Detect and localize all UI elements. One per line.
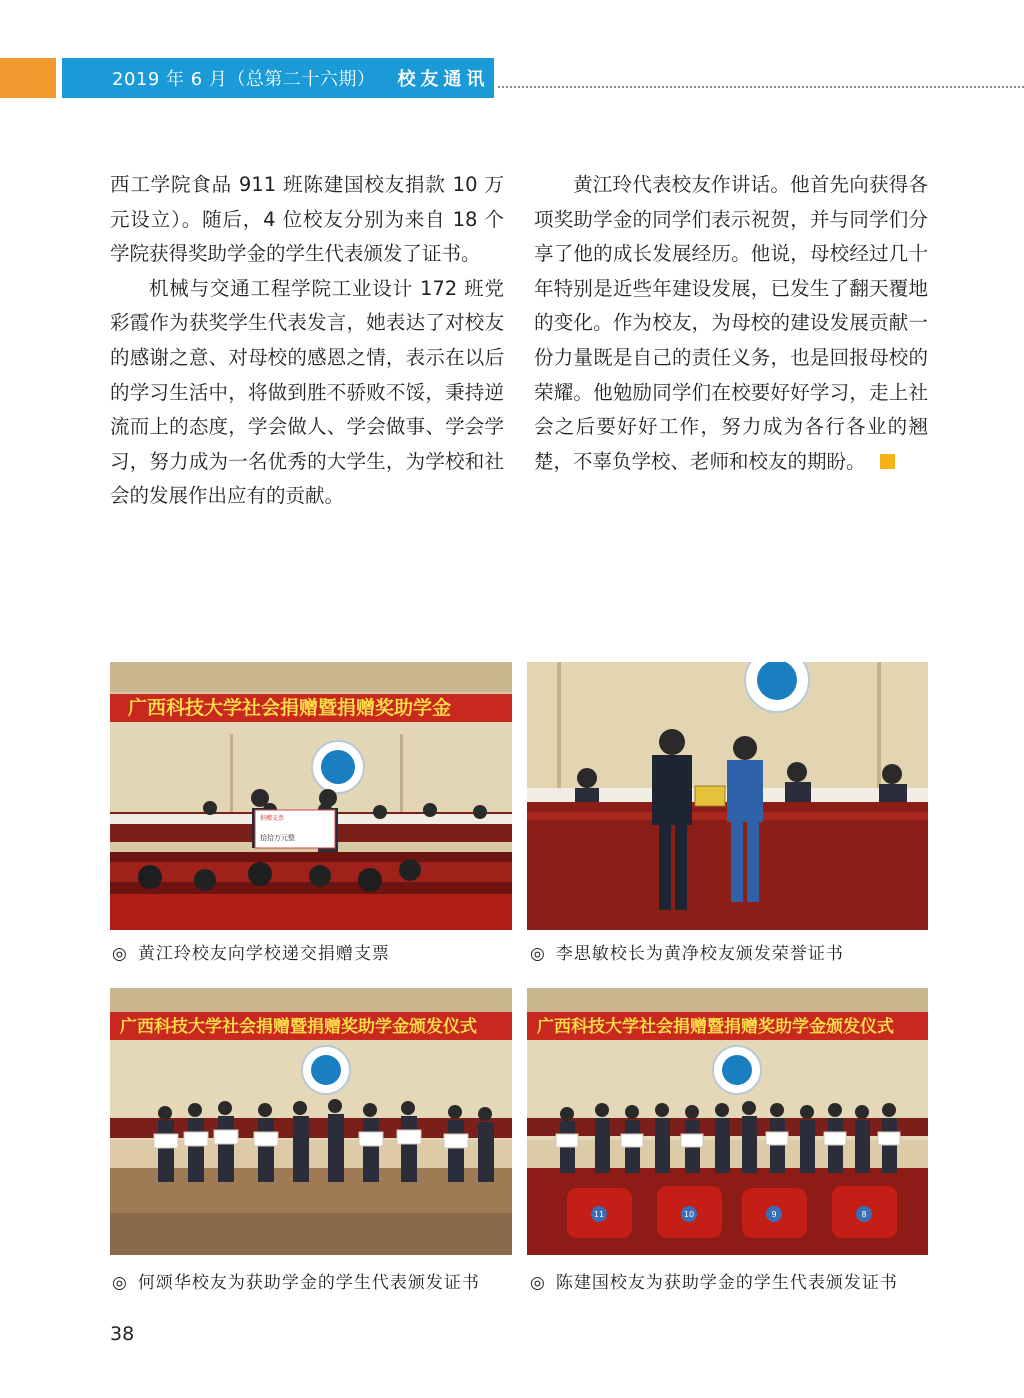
banner-text: 广西科技大学社会捐赠暨捐赠奖助学金 bbox=[128, 697, 452, 719]
caption-marker: ◎ bbox=[112, 944, 128, 964]
caption-text: 黄江玲校友向学校递交捐赠支票 bbox=[137, 944, 390, 964]
seat-number: 10 bbox=[683, 1210, 695, 1219]
caption-text: 李思敏校长为黄净校友颁发荣誉证书 bbox=[555, 944, 844, 964]
photo-certificates-group-1 bbox=[110, 988, 512, 1255]
banner-text: 广西科技大学社会捐赠暨捐赠奖助学金颁发仪式 bbox=[537, 1017, 894, 1037]
photo-cheque-handover bbox=[110, 662, 512, 930]
cheque-amount: 拾拾万元整 bbox=[260, 834, 295, 842]
caption-photo-2 bbox=[530, 939, 844, 964]
paragraph bbox=[534, 168, 928, 479]
caption-marker: ◎ bbox=[112, 1273, 128, 1293]
cheque-title: 捐赠支票 bbox=[260, 815, 285, 822]
article-column-left bbox=[110, 168, 504, 514]
caption-photo-1 bbox=[112, 939, 390, 964]
paragraph-text: 黄江玲代表校友作讲话。他首先向获得各项奖助学金的同学们表示祝贺，并与同学们分享了他的成长发展经历。他说，母校经过几十年特别是近些年建设发展，已发生了翻天覆地的变化。作为校友，为母校的建设发展贡献一份力量既是自己的责任义务，也是回报母校的荣耀。他勉励同学们在校要好好学习，走上社会之后要好好工作，努力成为各行各业的翘楚，不辜负学校、老师和校友的期盼。 bbox=[534, 173, 928, 473]
running-header bbox=[62, 58, 494, 98]
seat-number: 8 bbox=[861, 1210, 867, 1219]
photo-honor-certificate bbox=[527, 662, 928, 930]
caption-marker: ◎ bbox=[530, 1273, 546, 1293]
photo-certificates-group-2 bbox=[527, 988, 928, 1255]
header-dotted-rule bbox=[498, 86, 1024, 88]
paragraph: 机械与交通工程学院工业设计 172 班党彩霞作为获奖学生代表发言，她表达了对校友的感谢之意、对母校的感恩之情，表示在以后的学习生活中，将做到胜不骄败不馁，秉持逆流而上的态度，学会做人、学会做事、学会学习，努力成为一名优秀的大学生，为学校和社会的发展作出应有的贡献。 bbox=[110, 276, 504, 508]
banner-text: 广西科技大学社会捐赠暨捐赠奖助学金颁发仪式 bbox=[120, 1017, 477, 1037]
article-column-right bbox=[534, 168, 928, 479]
page-number: 38 bbox=[110, 1323, 135, 1345]
magazine-title: 校友通讯 bbox=[397, 69, 490, 90]
caption-text: 何颂华校友为获助学金的学生代表颁发证书 bbox=[137, 1273, 480, 1293]
caption-text: 陈建国校友为获助学金的学生代表颁发证书 bbox=[555, 1273, 898, 1293]
header-orange-tab bbox=[0, 58, 56, 98]
caption-marker: ◎ bbox=[530, 944, 546, 964]
paragraph: 西工学院食品 911 班陈建国校友捐款 10 万元设立）。随后，4 位校友分别为来自 18 个学院获得奖助学金的学生代表颁发了证书。 bbox=[110, 173, 504, 266]
seat-number: 11 bbox=[593, 1210, 605, 1219]
caption-photo-4 bbox=[530, 1268, 898, 1293]
end-of-article-mark bbox=[880, 454, 895, 469]
caption-photo-3 bbox=[112, 1268, 480, 1293]
issue-date: 2019 年 6 月（总第二十六期） bbox=[112, 69, 376, 90]
seat-number: 9 bbox=[771, 1210, 777, 1219]
